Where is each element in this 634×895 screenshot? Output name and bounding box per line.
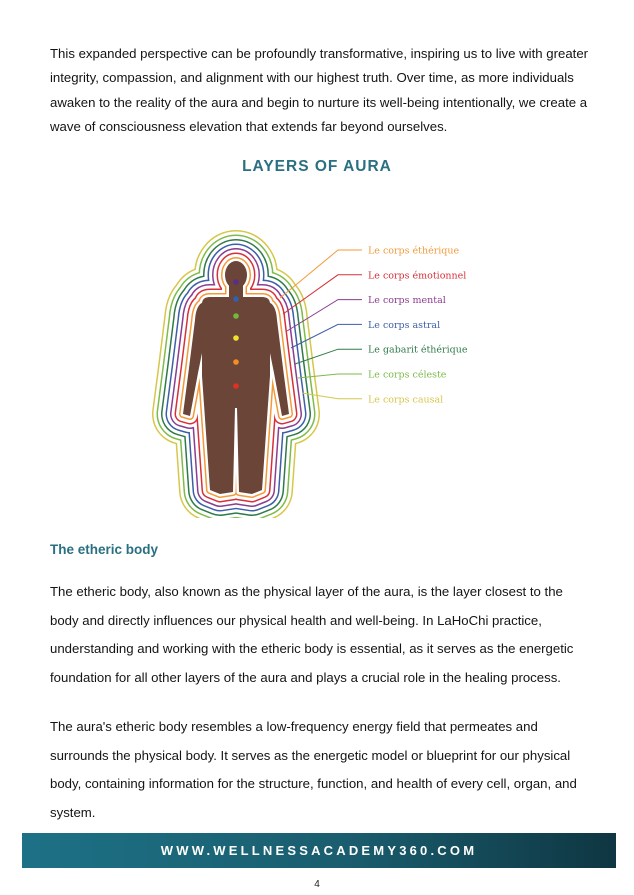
etheric-paragraph-2: The aura's etheric body resembles a low-frequency energy field that permeates and surrounds the physical body. It serves as the energetic model or blueprint for our physical body, containing information for the structure, function, and health of every cell, organ, and system. — [50, 719, 577, 820]
aura-layers-figure — [140, 228, 480, 518]
section-title: LAYERS OF AURA — [242, 158, 392, 175]
legend-label: Le corps causal — [368, 394, 444, 406]
legend-label: Le corps émotionnel — [368, 270, 467, 282]
page-number: 4 — [314, 879, 320, 890]
chakra-dot — [233, 313, 239, 319]
legend-label: Le corps éthérique — [368, 245, 460, 257]
chakra-dot — [233, 359, 239, 365]
etheric-body-heading: The etheric body — [50, 542, 159, 557]
chakra-dot — [233, 383, 239, 389]
footer-banner — [22, 833, 616, 868]
chakra-dot — [233, 279, 239, 285]
chakra-dot — [233, 335, 239, 341]
legend-label: Le corps astral — [368, 319, 441, 331]
legend-label: Le corps mental — [368, 295, 446, 307]
chakra-dot — [233, 296, 239, 302]
intro-paragraph: This expanded perspective can be profoundly transformative, inspiring us to live with greater integrity, compassion, and alignment with our highest truth. Over time, as more individuals awaken to the reality of the aura and begin to nurture its well-being intentionally, we create a wave of consciousness elevation that extends far beyond ourselves. — [50, 46, 589, 134]
etheric-paragraph-1: The etheric body, also known as the physical layer of the aura, is the layer closest to the body and directly influences our physical health and well-being. In LaHoChi practice, understanding and working with the etheric body is essential, as it serves as the energetic foundation for all other layers of the aura and plays a crucial role in the healing process. — [50, 584, 574, 685]
legend-label: Le gabarit éthérique — [368, 344, 468, 356]
website-link[interactable]: WWW.WELLNESSACADEMY360.COM — [160, 843, 478, 858]
legend-label: Le corps céleste — [368, 369, 447, 381]
